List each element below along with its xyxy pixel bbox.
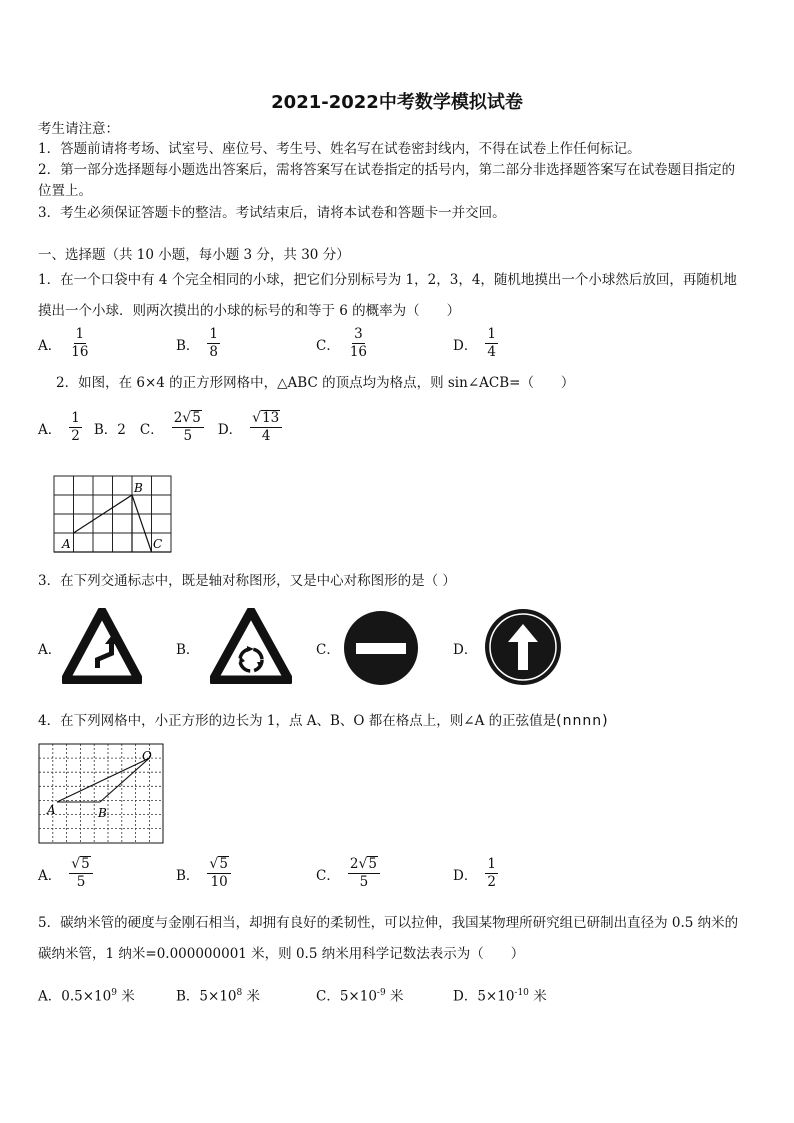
q5-option-d bbox=[453, 983, 547, 1007]
point-c-label: C bbox=[153, 537, 163, 551]
numerator: 1 bbox=[71, 410, 80, 426]
sqrt bbox=[182, 410, 202, 426]
answer-paren: (nnnn) bbox=[556, 713, 609, 729]
option-label: B． bbox=[176, 867, 200, 884]
point-b-label: B bbox=[134, 481, 143, 495]
q4-option-c bbox=[316, 856, 380, 891]
option-base: A．0.5×10 bbox=[38, 988, 112, 1005]
option-base: D．5×10 bbox=[453, 988, 515, 1005]
denominator: 5 bbox=[76, 874, 86, 890]
sqrt bbox=[209, 856, 229, 872]
denominator: 10 bbox=[210, 874, 228, 890]
fraction bbox=[172, 410, 204, 445]
option-label: A． bbox=[38, 337, 62, 354]
radical-sign: √ bbox=[182, 410, 192, 426]
coefficient: 2 bbox=[173, 410, 183, 426]
q5-option-c bbox=[316, 983, 404, 1007]
option-label: A． bbox=[38, 421, 62, 438]
q3-label-a: A． bbox=[38, 642, 62, 658]
sign-zigzag-triangle-icon bbox=[62, 608, 142, 684]
fraction bbox=[485, 856, 498, 891]
q5-text-line2: 碳纳米管，1 纳米=0.000000001 米，则 0.5 纳米用科学记数法表示为（ ） bbox=[38, 946, 525, 962]
coefficient: 2 bbox=[349, 856, 359, 872]
denominator: 16 bbox=[71, 344, 89, 360]
radicand: 5 bbox=[81, 856, 90, 872]
radicand: 5 bbox=[192, 410, 201, 426]
page-title: 2021-2022中考数学模拟试卷 bbox=[271, 92, 523, 113]
section-heading: 一、选择题（共 10 小题，每小题 3 分，共 30 分） bbox=[38, 247, 350, 263]
fraction bbox=[207, 856, 231, 891]
numerator bbox=[207, 856, 231, 874]
sign-straight-ahead-icon bbox=[484, 608, 562, 686]
denominator: 2 bbox=[71, 428, 80, 444]
q2-grid-figure bbox=[50, 474, 180, 556]
fraction bbox=[207, 326, 220, 361]
denominator: 4 bbox=[487, 344, 496, 360]
sign-roundabout-triangle-icon bbox=[210, 608, 292, 684]
sqrt bbox=[71, 856, 91, 872]
option-base: C．5×10 bbox=[316, 988, 377, 1005]
radical-sign: √ bbox=[71, 856, 81, 872]
radicand: 5 bbox=[368, 856, 377, 872]
q5-text-line1: 5．碳纳米管的硬度与金刚石相当，却拥有良好的柔韧性，可以拉伸，我国某物理所研究组已研制出直径为 0.5 纳米的 bbox=[38, 915, 739, 931]
denominator: 2 bbox=[487, 874, 496, 890]
numerator bbox=[348, 856, 380, 874]
q1-option-c bbox=[316, 326, 369, 361]
radical-sign: √ bbox=[252, 410, 262, 426]
q3-text: 3．在下列交通标志中，既是轴对称图形，又是中心对称图形的是（ ） bbox=[38, 573, 456, 589]
option-label: C． bbox=[316, 867, 340, 884]
q3-label-d: D． bbox=[453, 642, 478, 658]
point-b-label: B bbox=[98, 806, 107, 820]
fraction bbox=[485, 326, 498, 361]
option-label: C． bbox=[139, 421, 164, 438]
option-label: D． bbox=[453, 337, 478, 354]
sqrt bbox=[252, 410, 280, 426]
denominator: 8 bbox=[209, 344, 219, 360]
q1-text-line1: 1．在一个口袋中有 4 个完全相同的小球，把它们分别标号为 1，2，3，4，随机地摸出一个小球然后放回，再随机地 bbox=[38, 272, 737, 288]
fraction bbox=[69, 410, 82, 445]
q3-label-c: C． bbox=[316, 642, 340, 658]
q2-options bbox=[38, 410, 282, 445]
sqrt bbox=[358, 856, 378, 872]
q4-text bbox=[38, 711, 609, 731]
numerator: 1 bbox=[487, 856, 496, 872]
q2-text: 2．如图，在 6×4 的正方形网格中，△ABC 的顶点均为格点，则 sin∠ACB=（ ） bbox=[56, 375, 575, 391]
numerator bbox=[172, 410, 204, 428]
point-a-label: A bbox=[47, 803, 56, 817]
option-label: D． bbox=[453, 867, 478, 884]
option-base: B．5×10 bbox=[176, 988, 237, 1005]
q3-label-b: B． bbox=[176, 642, 200, 658]
fraction bbox=[69, 326, 90, 361]
exponent: 9 bbox=[111, 988, 117, 998]
denominator: 5 bbox=[183, 428, 193, 444]
numerator: 1 bbox=[209, 326, 219, 342]
option-label: C． bbox=[316, 337, 340, 354]
option-b: B．2 bbox=[93, 421, 126, 438]
exponent: 8 bbox=[236, 988, 243, 998]
notice-item-2: 2．第一部分选择题每小题选出答案后，需将答案写在试卷指定的括号内，第二部分非选择题答案写在试卷题目指定的 bbox=[38, 162, 736, 178]
unit: 米 bbox=[385, 988, 404, 1005]
fraction bbox=[348, 856, 380, 891]
option-label: D． bbox=[217, 421, 243, 438]
notice-heading: 考生请注意： bbox=[38, 121, 119, 137]
denominator: 4 bbox=[261, 428, 271, 444]
q4-option-d bbox=[453, 856, 498, 891]
point-a-label: A bbox=[62, 537, 71, 551]
radicand: 13 bbox=[262, 410, 280, 426]
q5-option-b bbox=[176, 983, 260, 1007]
notice-item-1: 1．答题前请将考场、试室号、座位号、考生号、姓名写在试卷密封线内，不得在试卷上作任何标记。 bbox=[38, 141, 641, 157]
option-label: B． bbox=[176, 337, 200, 354]
notice-item-3: 3．考生必须保证答题卡的整洁。考试结束后，请将本试卷和答题卡一并交回。 bbox=[38, 205, 506, 221]
fraction bbox=[348, 326, 369, 361]
numerator: 1 bbox=[75, 326, 85, 342]
q4-grid-figure bbox=[38, 743, 166, 845]
numerator: 1 bbox=[487, 326, 496, 342]
sign-no-entry-icon bbox=[343, 610, 419, 686]
notice-item-2-cont: 位置上。 bbox=[38, 183, 92, 199]
q1-option-d bbox=[453, 326, 498, 361]
q4-option-b bbox=[176, 856, 231, 891]
numerator: 3 bbox=[354, 326, 363, 342]
q5-option-a bbox=[38, 983, 135, 1007]
q4-question: 4．在下列网格中，小正方形的边长为 1，点 A、B、O 都在格点上，则∠A 的正弦值是 bbox=[38, 713, 557, 729]
q4-option-a bbox=[38, 856, 93, 891]
q1-option-a bbox=[38, 326, 90, 361]
radical-sign: √ bbox=[358, 856, 368, 872]
fraction bbox=[69, 856, 93, 891]
fraction bbox=[250, 410, 282, 445]
q1-text-line2: 摸出一个小球．则两次摸出的小球的标号的和等于 6 的概率为（ ） bbox=[38, 303, 461, 319]
point-o-label: O bbox=[142, 749, 152, 763]
option-label: A． bbox=[38, 867, 62, 884]
unit: 米 bbox=[528, 988, 547, 1005]
unit: 米 bbox=[242, 988, 261, 1005]
denominator: 5 bbox=[359, 874, 369, 890]
numerator bbox=[69, 856, 93, 874]
numerator bbox=[250, 410, 282, 428]
exponent: -9 bbox=[376, 988, 386, 998]
denominator: 16 bbox=[349, 344, 368, 360]
radicand: 5 bbox=[219, 856, 228, 872]
exponent: -10 bbox=[514, 988, 529, 998]
radical-sign: √ bbox=[209, 856, 219, 872]
q1-option-b bbox=[176, 326, 220, 361]
unit: 米 bbox=[116, 988, 135, 1005]
